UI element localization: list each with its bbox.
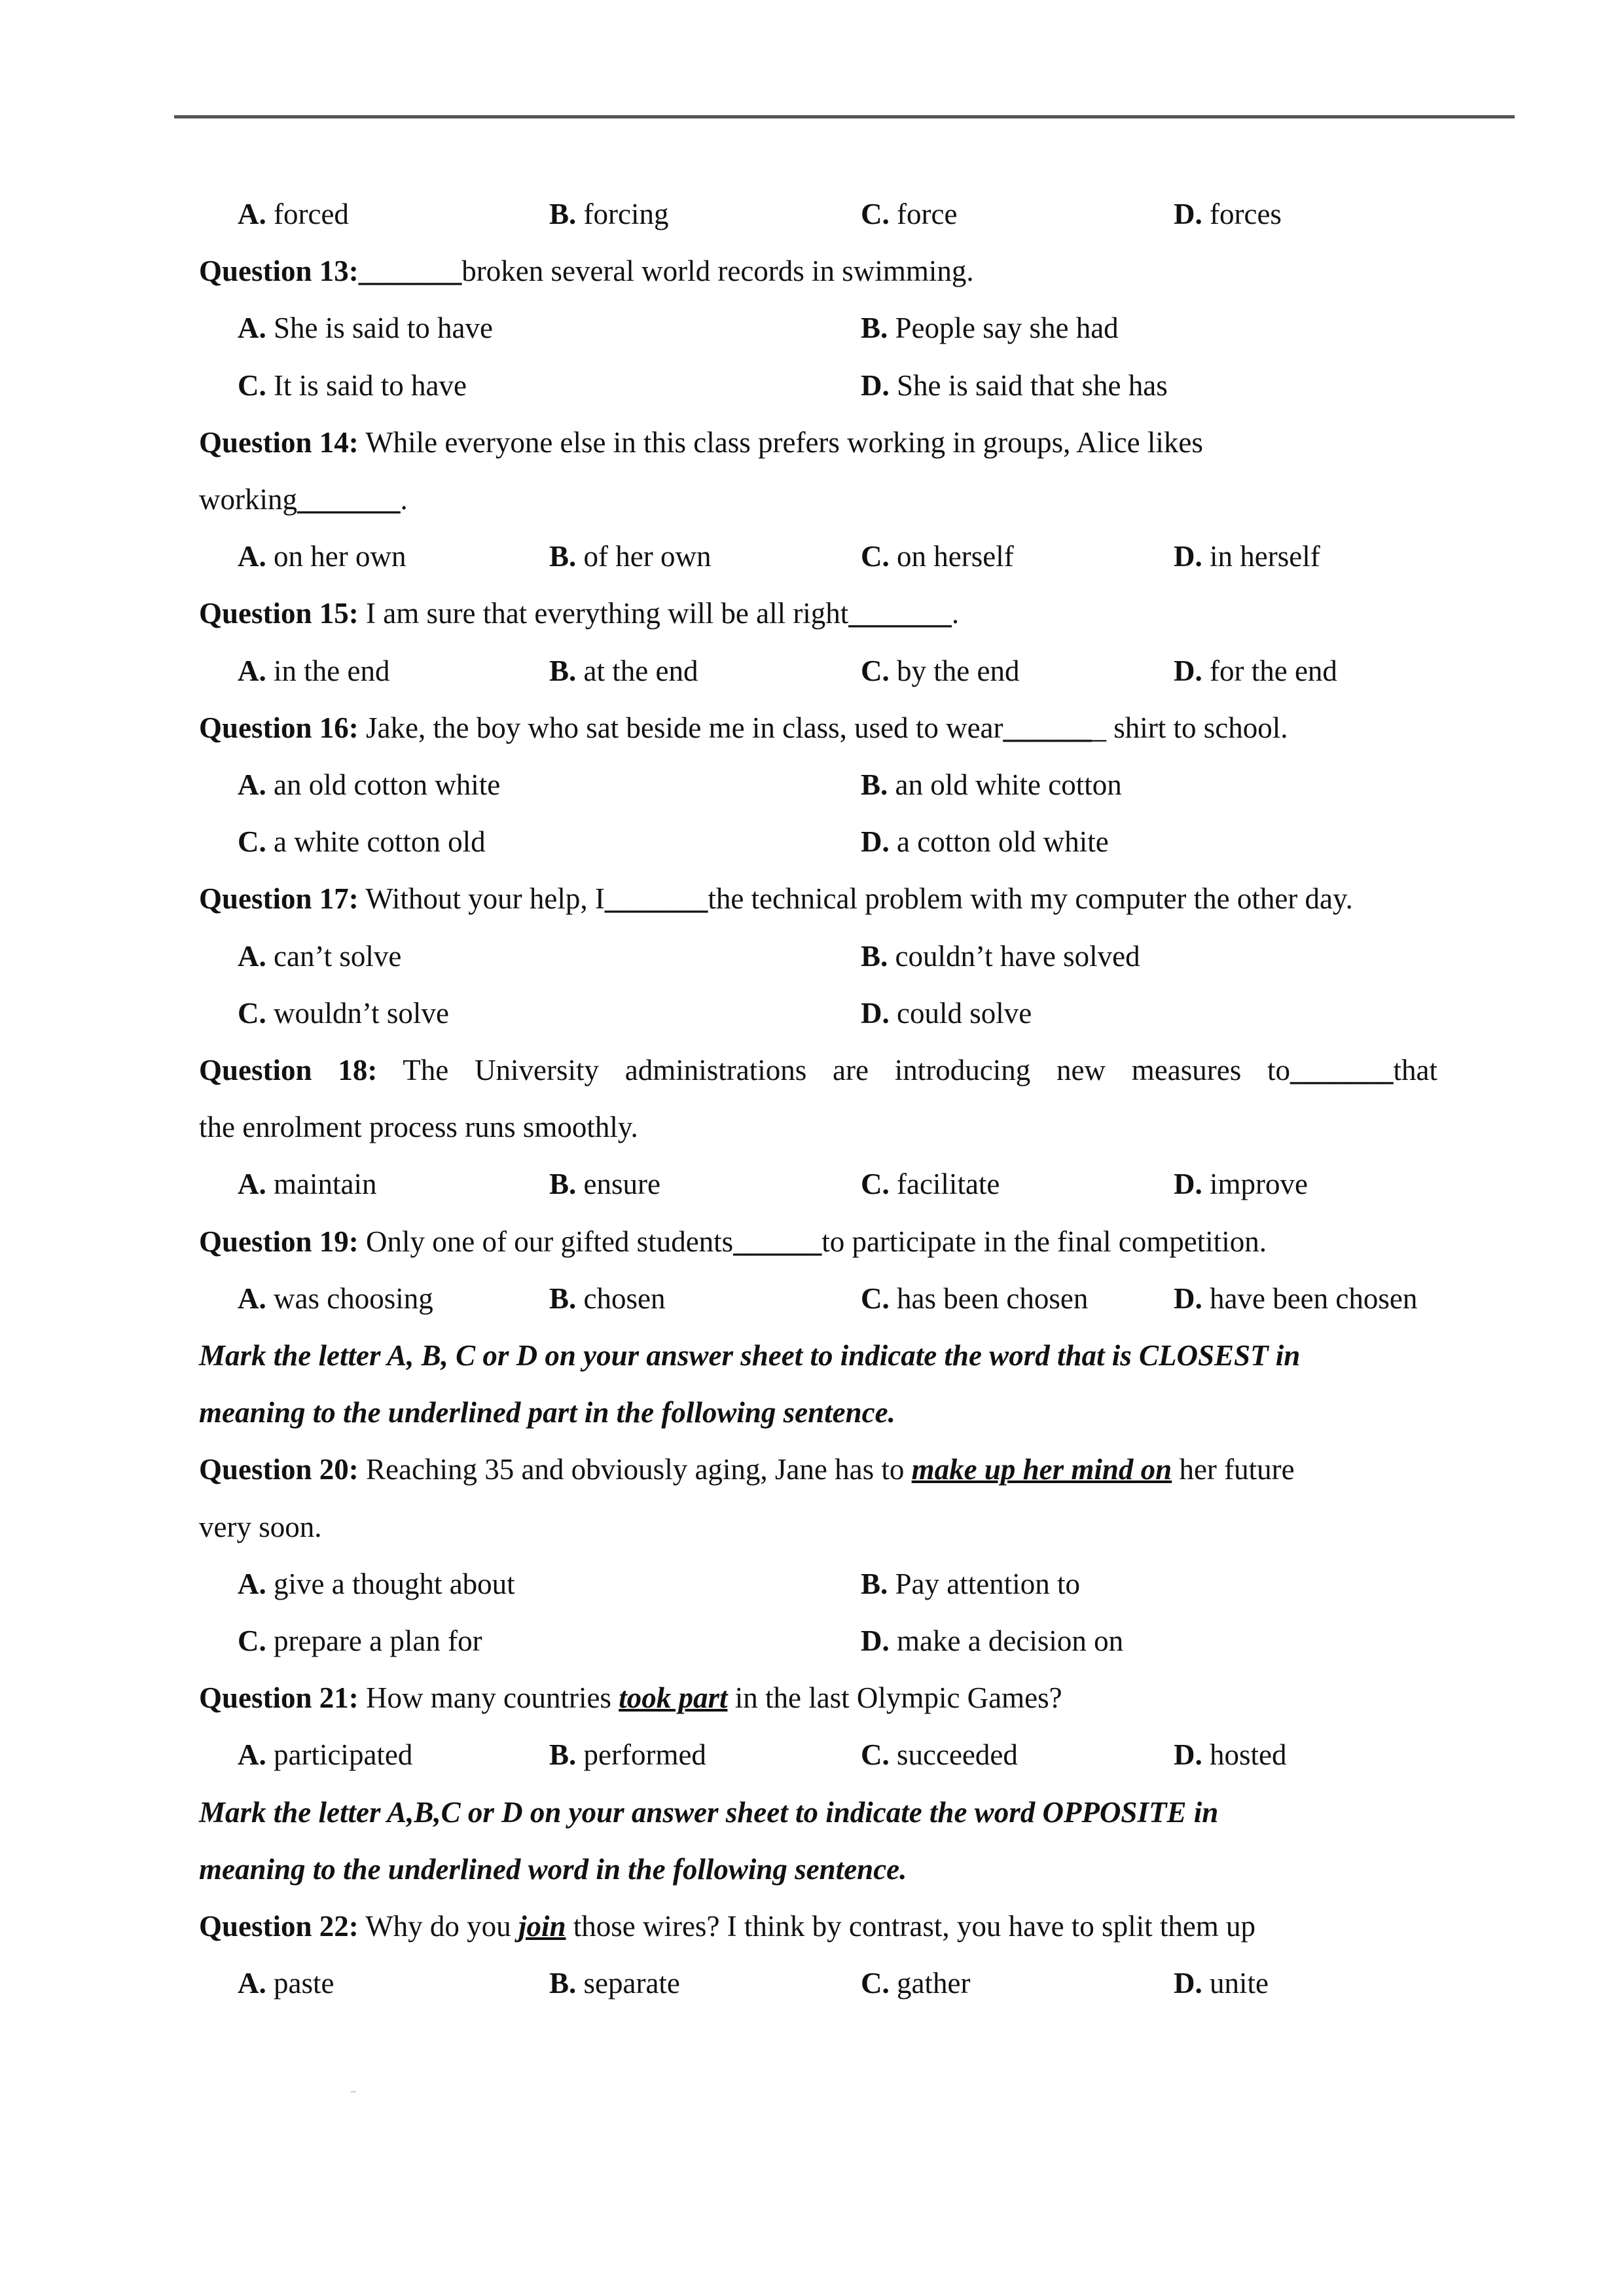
option-c[interactable] bbox=[861, 528, 1014, 585]
option-text: wouldn’t solve bbox=[274, 996, 449, 1030]
options-row bbox=[0, 985, 1624, 1042]
option-text: at the end bbox=[583, 654, 698, 687]
option-letter: D. bbox=[861, 1624, 890, 1657]
stem-text: _ shirt to school. bbox=[1091, 711, 1288, 744]
stem-text: to participate in the final competition. bbox=[821, 1225, 1267, 1258]
options-row bbox=[0, 928, 1624, 985]
option-c[interactable] bbox=[861, 186, 957, 243]
option-d[interactable] bbox=[861, 985, 1032, 1042]
question-text bbox=[199, 1898, 1255, 1955]
stem-text: Jake, the boy who sat beside me in class, used to wear bbox=[358, 711, 1003, 744]
option-letter: C. bbox=[238, 825, 266, 859]
instruction-text: Mark the letter A,B,C or D on your answer sheet to indicate the word OPPOSITE in bbox=[199, 1795, 1219, 1829]
option-d[interactable] bbox=[1174, 1955, 1269, 2012]
option-text: succeeded bbox=[897, 1738, 1018, 1772]
question-text bbox=[199, 1213, 1267, 1270]
option-a[interactable] bbox=[238, 186, 349, 243]
options-row bbox=[0, 1613, 1624, 1670]
page-mark bbox=[351, 2091, 356, 2092]
option-text: a white cotton old bbox=[274, 825, 486, 859]
option-text: an old white cotton bbox=[895, 768, 1122, 801]
option-text: paste bbox=[274, 1967, 334, 2000]
option-letter: B. bbox=[549, 654, 577, 687]
stem-text: very soon. bbox=[199, 1510, 322, 1543]
option-text: have been chosen bbox=[1210, 1282, 1418, 1315]
question-label: Question 21: bbox=[199, 1681, 359, 1715]
answer-blank: _______ bbox=[297, 483, 401, 516]
option-letter: B. bbox=[549, 198, 577, 230]
question-label: Question 20: bbox=[199, 1453, 359, 1486]
stem-text: the technical problem with my computer the other day. bbox=[708, 882, 1353, 916]
option-text: separate bbox=[583, 1967, 680, 2000]
option-text: for the end bbox=[1210, 654, 1337, 687]
options-row bbox=[0, 357, 1624, 414]
option-b[interactable] bbox=[861, 757, 1122, 814]
option-letter: A. bbox=[238, 1567, 266, 1600]
stem-text: Reaching 35 and obviously aging, Jane has to bbox=[358, 1453, 912, 1486]
answer-blank: _______ bbox=[358, 255, 462, 288]
answer-blank: _______ bbox=[1290, 1054, 1394, 1086]
question-text bbox=[199, 1042, 1437, 1099]
question-stem bbox=[0, 471, 1624, 528]
question-stem bbox=[0, 700, 1624, 757]
option-letter: B. bbox=[861, 939, 888, 973]
question-stem bbox=[0, 1099, 1624, 1156]
stem-text: working bbox=[199, 483, 297, 516]
option-text: chosen bbox=[583, 1282, 666, 1315]
option-text: can’t solve bbox=[274, 939, 402, 973]
option-text: ensure bbox=[583, 1168, 660, 1201]
option-text: an old cotton white bbox=[274, 768, 501, 801]
option-a[interactable] bbox=[238, 643, 389, 700]
stem-text: Why do you bbox=[358, 1910, 518, 1943]
option-a[interactable] bbox=[238, 1727, 412, 1784]
header-rule bbox=[174, 115, 1515, 118]
option-text: in herself bbox=[1210, 540, 1320, 573]
stem-text: that bbox=[1393, 1054, 1437, 1086]
options-row bbox=[0, 643, 1624, 700]
option-c[interactable] bbox=[861, 1955, 970, 2012]
question-stem bbox=[0, 870, 1624, 927]
option-letter: D. bbox=[861, 996, 890, 1030]
option-a[interactable] bbox=[238, 1955, 334, 2012]
option-text: maintain bbox=[274, 1168, 377, 1201]
option-letter: B. bbox=[861, 1567, 888, 1600]
option-a[interactable] bbox=[238, 300, 493, 357]
option-text: couldn’t have solved bbox=[895, 939, 1140, 973]
option-letter: A. bbox=[238, 1738, 266, 1772]
question-text bbox=[199, 414, 1203, 471]
option-letter: B. bbox=[861, 768, 888, 801]
instruction-line bbox=[0, 1384, 1624, 1441]
question-text bbox=[199, 243, 974, 300]
option-letter: A. bbox=[238, 1168, 266, 1201]
stem-text: While everyone else in this class prefers working in groups, Alice likes bbox=[358, 425, 1203, 459]
options-row bbox=[0, 1955, 1624, 2012]
option-d[interactable] bbox=[1174, 1156, 1308, 1213]
option-letter: B. bbox=[549, 1282, 577, 1315]
option-b[interactable] bbox=[549, 1955, 680, 2012]
option-b[interactable] bbox=[549, 528, 711, 585]
question-text bbox=[199, 471, 408, 528]
option-c[interactable] bbox=[861, 1270, 1088, 1327]
option-text: could solve bbox=[897, 996, 1032, 1030]
option-letter: B. bbox=[549, 1967, 577, 2000]
option-letter: A. bbox=[238, 198, 266, 230]
question-label: Question 14: bbox=[199, 425, 359, 459]
stem-text: Only one of our gifted students bbox=[358, 1225, 734, 1258]
instruction-text: meaning to the underlined word in the following sentence. bbox=[199, 1852, 907, 1886]
option-text: make a decision on bbox=[897, 1624, 1124, 1657]
question-stem bbox=[0, 1441, 1624, 1498]
option-c[interactable] bbox=[238, 814, 486, 870]
option-text: by the end bbox=[897, 654, 1020, 687]
option-a[interactable] bbox=[238, 1270, 433, 1327]
instruction-line bbox=[0, 1841, 1624, 1898]
option-d[interactable] bbox=[1174, 186, 1282, 243]
option-b[interactable] bbox=[549, 1727, 706, 1784]
instruction-line bbox=[0, 1784, 1624, 1841]
option-b[interactable] bbox=[549, 1270, 665, 1327]
question-stem bbox=[0, 585, 1624, 642]
stem-text: . bbox=[400, 483, 408, 516]
question-stem bbox=[0, 1042, 1624, 1099]
stem-text: her future bbox=[1172, 1453, 1295, 1486]
option-c[interactable] bbox=[238, 1613, 482, 1670]
question-label: Question 19: bbox=[199, 1225, 359, 1258]
underlined-phrase: make up her mind on bbox=[911, 1453, 1172, 1486]
question-label: Question 15: bbox=[199, 597, 359, 630]
option-c[interactable] bbox=[238, 985, 449, 1042]
options-row bbox=[0, 300, 1624, 357]
option-letter: C. bbox=[238, 368, 266, 402]
option-text: Pay attention to bbox=[895, 1567, 1080, 1600]
option-text: in the end bbox=[274, 654, 390, 687]
answer-blank: _______ bbox=[848, 597, 952, 630]
option-d[interactable] bbox=[861, 357, 1168, 414]
stem-text: Without your help, I bbox=[358, 882, 605, 916]
question-stem bbox=[0, 243, 1624, 300]
option-text: She is said to have bbox=[274, 312, 493, 345]
option-text: facilitate bbox=[897, 1168, 1000, 1201]
options-row bbox=[0, 757, 1624, 814]
option-letter: D. bbox=[1174, 1168, 1202, 1201]
question-text bbox=[199, 1670, 1062, 1727]
option-text: of her own bbox=[583, 540, 712, 573]
options-row bbox=[0, 1156, 1624, 1213]
options-row bbox=[0, 186, 1624, 243]
option-text: forcing bbox=[583, 198, 669, 230]
option-a[interactable] bbox=[238, 928, 401, 985]
option-letter: B. bbox=[549, 540, 577, 573]
option-letter: A. bbox=[238, 654, 266, 687]
instruction-line bbox=[0, 1327, 1624, 1384]
option-letter: D. bbox=[1174, 1967, 1202, 2000]
option-letter: D. bbox=[1174, 198, 1202, 230]
option-letter: C. bbox=[238, 996, 266, 1030]
option-a[interactable] bbox=[238, 757, 500, 814]
stem-text: in the last Olympic Games? bbox=[727, 1681, 1062, 1715]
option-a[interactable] bbox=[238, 1156, 376, 1213]
option-c[interactable] bbox=[861, 643, 1019, 700]
options-row bbox=[0, 1556, 1624, 1613]
option-letter: D. bbox=[1174, 1738, 1202, 1772]
option-text: hosted bbox=[1210, 1738, 1287, 1772]
option-text: has been chosen bbox=[897, 1282, 1089, 1315]
question-stem bbox=[0, 1499, 1624, 1556]
option-text: forces bbox=[1210, 198, 1282, 230]
option-a[interactable] bbox=[238, 1556, 515, 1613]
question-text bbox=[199, 1099, 638, 1156]
stem-text: those wires? I think by contrast, you have to split them up bbox=[566, 1910, 1256, 1943]
question-stem bbox=[0, 1898, 1624, 1955]
option-letter: A. bbox=[238, 939, 266, 973]
stem-text: The University administrations are introducing new measures to bbox=[377, 1054, 1291, 1086]
underlined-phrase: took part bbox=[619, 1681, 728, 1715]
option-letter: A. bbox=[238, 312, 266, 345]
question-text bbox=[199, 870, 1353, 927]
question-text bbox=[199, 1499, 321, 1556]
option-text: She is said that she has bbox=[897, 368, 1168, 402]
option-text: performed bbox=[583, 1738, 706, 1772]
answer-blank: ______ bbox=[733, 1225, 822, 1258]
option-b[interactable] bbox=[861, 1556, 1080, 1613]
option-b[interactable] bbox=[861, 300, 1119, 357]
stem-text: . bbox=[951, 597, 960, 630]
option-letter: C. bbox=[861, 1168, 890, 1201]
option-c[interactable] bbox=[861, 1727, 1018, 1784]
option-d[interactable] bbox=[1174, 1270, 1417, 1327]
option-text: It is said to have bbox=[274, 368, 467, 402]
option-c[interactable] bbox=[238, 357, 467, 414]
option-b[interactable] bbox=[549, 1156, 660, 1213]
instruction-text: Mark the letter A, B, C or D on your answer sheet to indicate the word that is CLOSEST in bbox=[199, 1339, 1301, 1372]
option-letter: B. bbox=[549, 1168, 577, 1201]
question-label: Question 13: bbox=[199, 255, 359, 288]
options-row bbox=[0, 1727, 1624, 1784]
question-stem bbox=[0, 1670, 1624, 1727]
option-a[interactable] bbox=[238, 528, 406, 585]
option-letter: D. bbox=[861, 368, 890, 402]
option-d[interactable] bbox=[1174, 1727, 1287, 1784]
question-stem bbox=[0, 414, 1624, 471]
option-b[interactable] bbox=[549, 186, 668, 243]
option-letter: C. bbox=[238, 1624, 266, 1657]
option-text: give a thought about bbox=[274, 1567, 515, 1600]
option-text: on her own bbox=[274, 540, 406, 573]
option-letter: C. bbox=[861, 198, 890, 230]
option-letter: C. bbox=[861, 1738, 890, 1772]
option-d[interactable] bbox=[1174, 643, 1337, 700]
question-label: Question 17: bbox=[199, 882, 359, 916]
option-text: force bbox=[897, 198, 958, 230]
stem-text: the enrolment process runs smoothly. bbox=[199, 1111, 638, 1144]
stem-text: I am sure that everything will be all right bbox=[358, 597, 849, 630]
question-label: Question 22: bbox=[199, 1910, 359, 1943]
option-text: improve bbox=[1210, 1168, 1308, 1201]
option-letter: A. bbox=[238, 540, 266, 573]
option-b[interactable] bbox=[861, 928, 1140, 985]
option-letter: D. bbox=[1174, 1282, 1202, 1315]
question-text bbox=[199, 700, 1288, 757]
question-label: Question 16: bbox=[199, 711, 359, 744]
option-text: gather bbox=[897, 1967, 971, 2000]
option-text: People say she had bbox=[895, 312, 1119, 345]
option-text: was choosing bbox=[274, 1282, 433, 1315]
question-text bbox=[199, 1441, 1295, 1498]
stem-text: broken several world records in swimming. bbox=[461, 255, 974, 288]
option-text: a cotton old white bbox=[897, 825, 1109, 859]
option-text: participated bbox=[274, 1738, 413, 1772]
option-text: forced bbox=[274, 198, 349, 230]
question-stem bbox=[0, 1213, 1624, 1270]
option-b[interactable] bbox=[549, 643, 698, 700]
option-text: on herself bbox=[897, 540, 1014, 573]
answer-blank: ______ bbox=[1003, 711, 1092, 744]
option-letter: A. bbox=[238, 768, 266, 801]
option-letter: B. bbox=[861, 312, 888, 345]
option-d[interactable] bbox=[1174, 528, 1320, 585]
options-row bbox=[0, 1270, 1624, 1327]
underlined-phrase: join bbox=[518, 1910, 566, 1943]
stem-text: How many countries bbox=[358, 1681, 619, 1715]
option-text: unite bbox=[1210, 1967, 1269, 2000]
option-d[interactable] bbox=[861, 814, 1109, 870]
option-letter: C. bbox=[861, 654, 890, 687]
option-letter: C. bbox=[861, 1282, 890, 1315]
options-row bbox=[0, 814, 1624, 870]
option-d[interactable] bbox=[861, 1613, 1123, 1670]
option-letter: D. bbox=[1174, 654, 1202, 687]
option-c[interactable] bbox=[861, 1156, 1000, 1213]
question-text bbox=[199, 585, 959, 642]
option-letter: B. bbox=[549, 1738, 577, 1772]
instruction-text: meaning to the underlined part in the following sentence. bbox=[199, 1396, 895, 1429]
option-letter: C. bbox=[861, 1967, 890, 2000]
question-label: Question 18: bbox=[199, 1054, 378, 1086]
option-letter: A. bbox=[238, 1967, 266, 2000]
option-letter: C. bbox=[861, 540, 890, 573]
option-text: prepare a plan for bbox=[274, 1624, 482, 1657]
options-row bbox=[0, 528, 1624, 585]
answer-blank: _______ bbox=[604, 882, 708, 916]
option-letter: D. bbox=[1174, 540, 1202, 573]
option-letter: D. bbox=[861, 825, 890, 859]
option-letter: A. bbox=[238, 1282, 266, 1315]
